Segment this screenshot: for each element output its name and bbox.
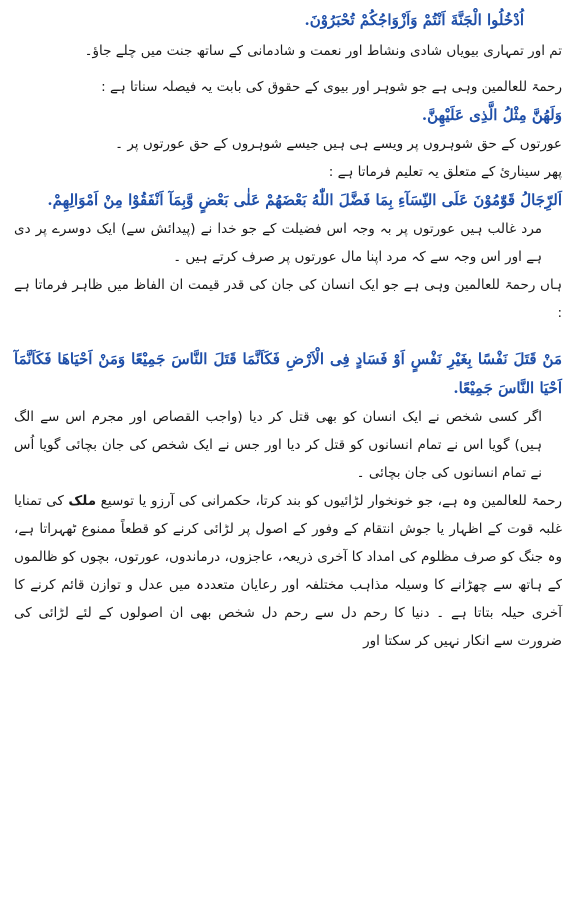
quran-verse-value-of-life: مَنْ قَتَلَ نَفْسًا بِغَیْرِ نَفْسٍ اَوْ فَسَادٍ فِی الْاَرْضِ فَكَاَنَّمَا قَتَلَ النَّاسَ جَمِیْعًا وَمَنْ اَحْیَاهَا فَكَاَنَّمَآ اَحْیَا النَّاسَ جَمِیْعًا. — [14, 350, 562, 397]
quran-verse-paradise: اُدْخُلُوا الْجَنَّةَ اَنْتُمْ وَاَزْوَاجُكُمْ تُحْبَرُوْنَ. — [304, 11, 524, 29]
emphasized-word: ملک — [68, 493, 97, 509]
quran-verse-guardianship: اَلرِّجَالُ قَوّٰمُوْنَ عَلَی النِّسَآءِ بِمَا فَضَّلَ اللّٰهُ بَعْضَهُمْ عَلٰی بَعْضٍ وَّبِمَآ اَنْفَقُوْا مِنْ اَمْوَالِهِمْ. — [47, 191, 562, 209]
translation-equal-rights: عورتوں کے حق شوہروں پر ویسے ہی ہیں جیسے شوہروں کے حق عورتوں پر ۔ — [115, 136, 562, 152]
war-principles-text-start: رحمۃ للعالمین وہ ہے، جو خونخوار لڑائیوں کو بند کرتا، حکمرانی کی آرزو یا توسیع — [96, 493, 562, 509]
quran-verse-equal-rights: وَلَهُنَّ مِثْلُ الَّذِی عَلَیْهِنَّ. — [421, 106, 562, 124]
paragraph-guardianship-intro: پھر سیناریٔ کے متعلق یہ تعلیم فرماتا ہے : — [328, 164, 562, 180]
paragraph-war-principles — [14, 487, 562, 655]
war-principles-text-rest: کی تمنایا غلبہ قوت کے اظہار یا جوش انتقام کے وفور کے اصول پر لڑائی کرنے کو قطعاً ممنوع ٹھہراتا ہے، وہ جنگ کو صرف مظلوم کی امداد کا آخری ذریعہ، عاجزوں، درماندوں، عورتوں، بچوں کو ظالموں کے ہاتھ سے چھڑانے کا وسیلہ مذاہب مختلفہ اور رعایان متعددہ میں عدل و توازن قائم کرنے کا آخری حیلہ بتاتا ہے ۔ دنیا کا رحم دل سے رحم دل شخص بھی ان اصولوں کے لئے لڑائی کی ضرورت سے انکار نہیں کر سکتا اور — [14, 493, 562, 649]
translation-paradise: تم اور تمہاری بیویاں شادی ونشاط اور نعمت و شادمانی کے ساتھ جنت میں چلے جاؤ۔ — [84, 43, 562, 59]
paragraph-spouse-rights-intro: رحمۃ للعالمین وہی ہے جو شوہر اور بیوی کے حقوق کی بابت یہ فیصلہ سناتا ہے : — [101, 79, 562, 95]
paragraph-value-of-life-intro: ہاں رحمۃ للعالمین وہی ہے جو ایک انسان کی جان کی قدر قیمت ان الفاظ میں ظاہر فرماتا ہے : — [14, 277, 562, 321]
translation-guardianship: مرد غالب ہیں عورتوں پر بہ وجہ اس فضیلت کے جو خدا نے (پیدائش سے) ایک دوسرے پر دی ہے اور اس وجہ سے کہ مرد اپنا مال عورتوں پر صرف کرتے ہیں ۔ — [14, 221, 542, 265]
translation-value-of-life: اگر کسی شخص نے ایک انسان کو بھی قتل کر دیا (واجب القصاص اور مجرم اس سے الگ ہیں) گویا اس نے تمام انسانوں کو قتل کر دیا اور جس نے ایک شخص کی جان بچائی گویا اُس نے تمام انسانوں کی جان بچائی ۔ — [14, 409, 542, 481]
